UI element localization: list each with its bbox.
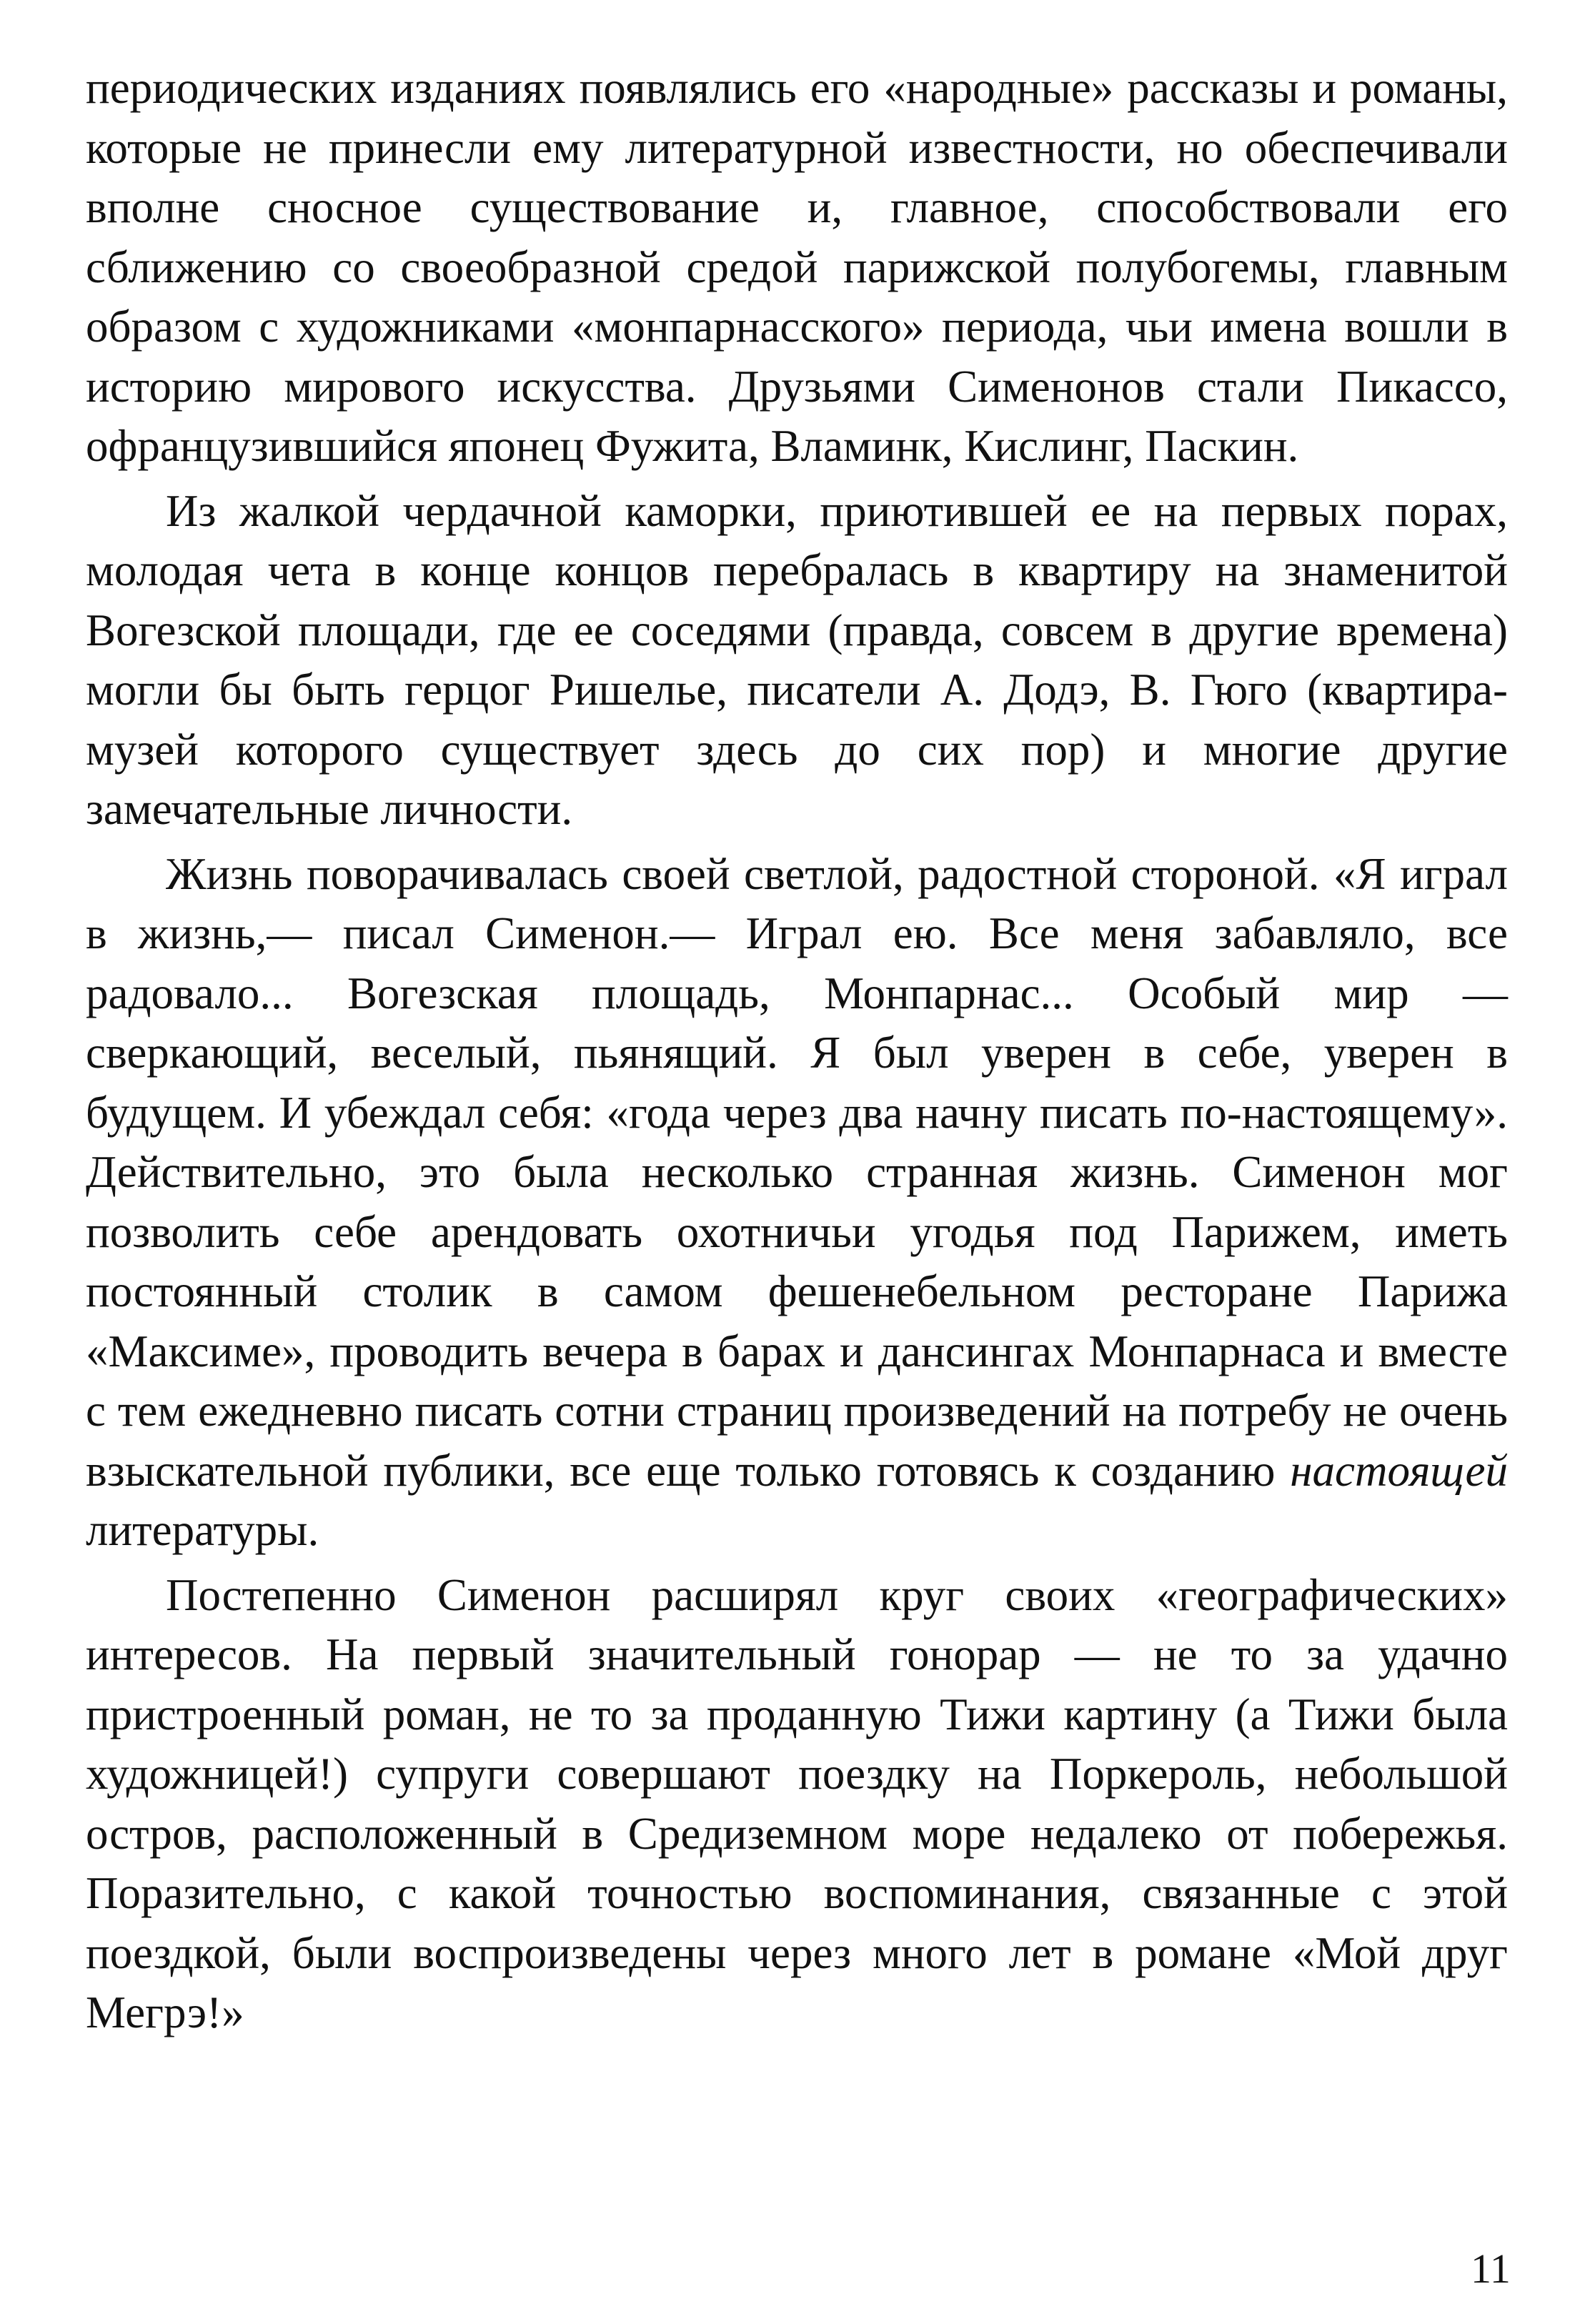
page-body (86, 59, 1508, 2043)
page-number: 11 (1471, 2245, 1511, 2292)
paragraph-life (86, 845, 1508, 1561)
emphasis-word: настоящей (1290, 1445, 1508, 1496)
paragraph-life-ending: литературы. (86, 1505, 319, 1555)
paragraph-continued: периодических изданиях появлялись его «народные» рассказы и романы, которые не принесли ему литературной известности, но обеспечивали вполне сносное существование и, главное, способствовали его сближению со своеобразной средой парижской полубогемы, главным образом с художниками «монпарнасского» периода, чьи имена вошли в историю мирового искусства. Друзьями Сименонов стали Пикассо, офранцузившийся японец Фужита, Вламинк, Кислинг, Паскин. (86, 63, 1508, 471)
paragraph-apartment: Из жалкой чердачной каморки, приютившей ее на первых порах, молодая чета в конце концов перебралась в квартиру на знаменитой Вогезской площади, где ее соседями (правда, совсем в другие времена) могли бы быть герцог Ришелье, писатели А. Додэ, В. Гюго (квартира-музей которого существует здесь до сих пор) и многие другие замечательные личности. (86, 485, 1508, 834)
paragraph-life-text: Жизнь поворачивалась своей светлой, радостной стороной. «Я играл в жизнь,— писал Сименон.— Играл ею. Все меня забавляло, все радовало... Вогезская площадь, Монпарнас... Особый мир — сверкающий, веселый, пьянящий. Я был уверен в себе, уверен в будущем. И убеждал себя: «года через два начну писать по-настоящему». Действительно, это была несколько странная жизнь. Сименон мог позволить себе арендовать охотничьи угодья под Парижем, иметь постоянный столик в самом фешенебельном ресторане Парижа «Максиме», проводить вечера в барах и дансингах Монпарнаса и вместе с тем ежедневно писать сотни страниц произведений на потребу не очень взыскательной публики, все еще только готовясь к созданию (86, 848, 1508, 1496)
paragraph-travel: Постепенно Сименон расширял круг своих «географических» интересов. На первый значительный гонорар — не то за удачно пристроенный роман, не то за проданную Тижи картину (а Тижи была художницей!) супруги совершают поездку на Поркероль, небольшой остров, расположенный в Средиземном море недалеко от побережья. Поразительно, с какой точностью воспоминания, связанные с этой поездкой, были воспроизведены через много лет в романе «Мой друг Мегрэ!» (86, 1569, 1508, 2037)
